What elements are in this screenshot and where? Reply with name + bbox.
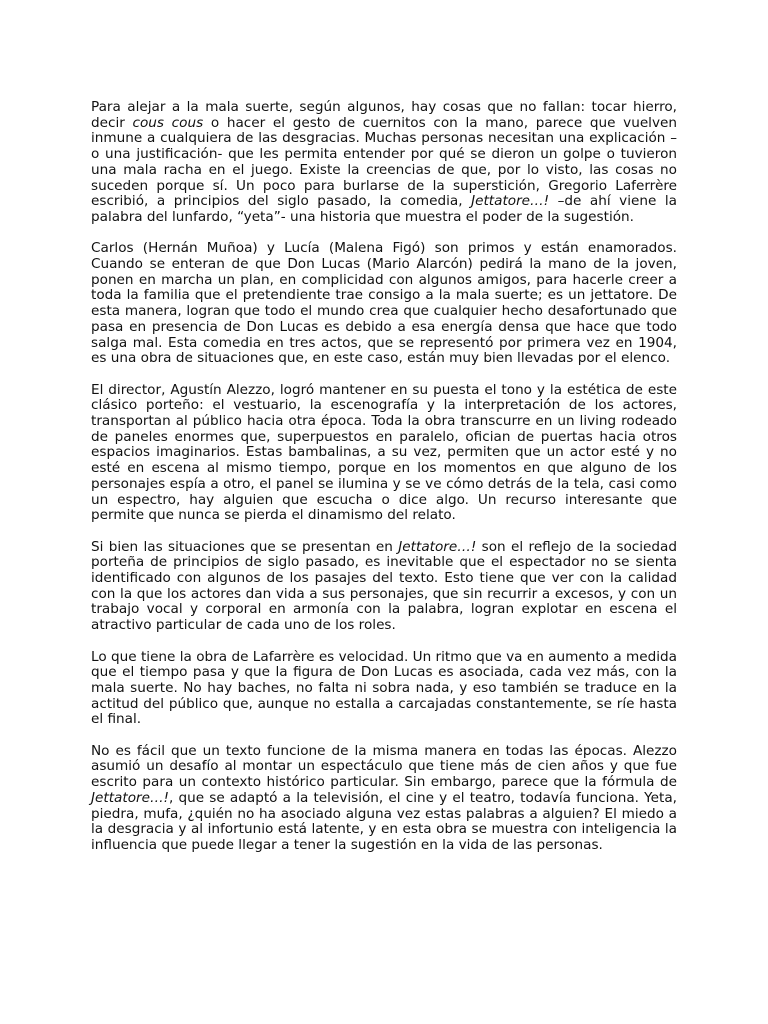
paragraph-text: –de ahí viene la palabra del lunfardo, “yeta”- una historia que muestra el poder de la sugestión. [91, 193, 677, 225]
paragraph-text: Si bien las situaciones que se presentan en [91, 538, 399, 555]
paragraph-6 [91, 744, 677, 854]
paragraph-text: , que se adaptó a la televisión, el cine y el teatro, todavía funciona. Yeta, piedra, mufa, ¿quién no ha asociado alguna vez estas palabras a alguien? El miedo a la desgracia y al infortunio está latente, y en esta obra se muestra con inteligencia la influencia que puede llegar a tener la sugestión en la vida de las personas. [91, 789, 677, 853]
paragraph-text: Carlos (Hernán Muñoa) y Lucía (Malena Figó) son primos y están enamorados. Cuando se enteran de que Don Lucas (Mario Alarcón) pedirá la mano de la joven, ponen en marcha un plan, en complicidad con algunos amigos, para hacerle creer a toda la familia que el pretendiente trae consigo a la mala suerte; es un jettatore. De esta manera, logran que todo el mundo crea que cualquier hecho desafortunado que pasa en presencia de Don Lucas es debido a esa energía densa que hace que todo salga mal. Esta comedia en tres actos, que se representó por primera vez en 1904, es una obra de situaciones que, en este caso, están muy bien llevadas por el elenco. [91, 240, 677, 367]
paragraph-3 [91, 383, 677, 524]
paragraph-5 [91, 650, 677, 729]
paragraph-4 [91, 540, 677, 634]
play-title: Jettatore…! [398, 538, 477, 555]
play-title: Jettatore…! [91, 789, 170, 806]
paragraph-text: son el reflejo de la sociedad porteña de principios de siglo pasado, es inevitable que el espectador no se sienta identificado con algunos de los pasajes del texto. Esto tiene que ver con la calidad con la que los actores dan vida a sus personajes, que sin recurrir a excesos, y con un trabajo vocal y corporal en armonía con la palabra, logran explotar en escena el atractivo particular de cada uno de los roles. [91, 538, 677, 634]
italic-phrase: cous cous [132, 114, 204, 131]
paragraph-text: Para alejar a la mala suerte, según algunos, hay cosas que no fallan: tocar hierro, decir [91, 99, 677, 131]
paragraph-1 [91, 100, 677, 226]
paragraph-2 [91, 241, 677, 367]
play-title: Jettatore…! [471, 193, 550, 210]
document-body [91, 100, 677, 869]
paragraph-text: o hacer el gesto de cuernitos con la mano, parece que vuelven inmune a cualquiera de las desgracias. Muchas personas necesitan una explicación –o una justificación- que les permita entender por qué se dieron un golpe o tuvieron una mala racha en el juego. Existe la creencias de que, por lo visto, las cosas no suceden porque sí. Un poco para burlarse de la superstición, Gregorio Laferrère escribió, a principios del siglo pasado, la comedia, [91, 114, 677, 210]
paragraph-text: Lo que tiene la obra de Lafarrère es velocidad. Un ritmo que va en aumento a medida que el tiempo pasa y que la figura de Don Lucas es asociada, cada vez más, con la mala suerte. No hay baches, no falta ni sobra nada, y eso también se traduce en la actitud del público que, aunque no estalla a carcajadas constantemente, se ríe hasta el final. [91, 648, 677, 728]
paragraph-text: No es fácil que un texto funcione de la misma manera en todas las épocas. Alezzo asumió un desafío al montar un espectáculo que tiene más de cien años y que fue escrito para un contexto histórico particular. Sin embargo, parece que la fórmula de [91, 742, 677, 791]
paragraph-text: El director, Agustín Alezzo, logró mantener en su puesta el tono y la estética de este clásico porteño: el vestuario, la escenografía y la interpretación de los actores, transportan al público hacia otra época. Toda la obra transcurre en un living rodeado de paneles enormes que, superpuestos en paralelo, ofician de puertas hacia otros espacios imaginarios. Estas bambalinas, a su vez, permiten que un actor esté y no esté en escena al mismo tiempo, porque en los momentos en que alguno de los personajes espía a otro, el panel se ilumina y se ve cómo detrás de la tela, casi como un espectro, hay alguien que escucha o dice algo. Un recurso interesante que permite que nunca se pierda el dinamismo del relato. [91, 381, 677, 524]
